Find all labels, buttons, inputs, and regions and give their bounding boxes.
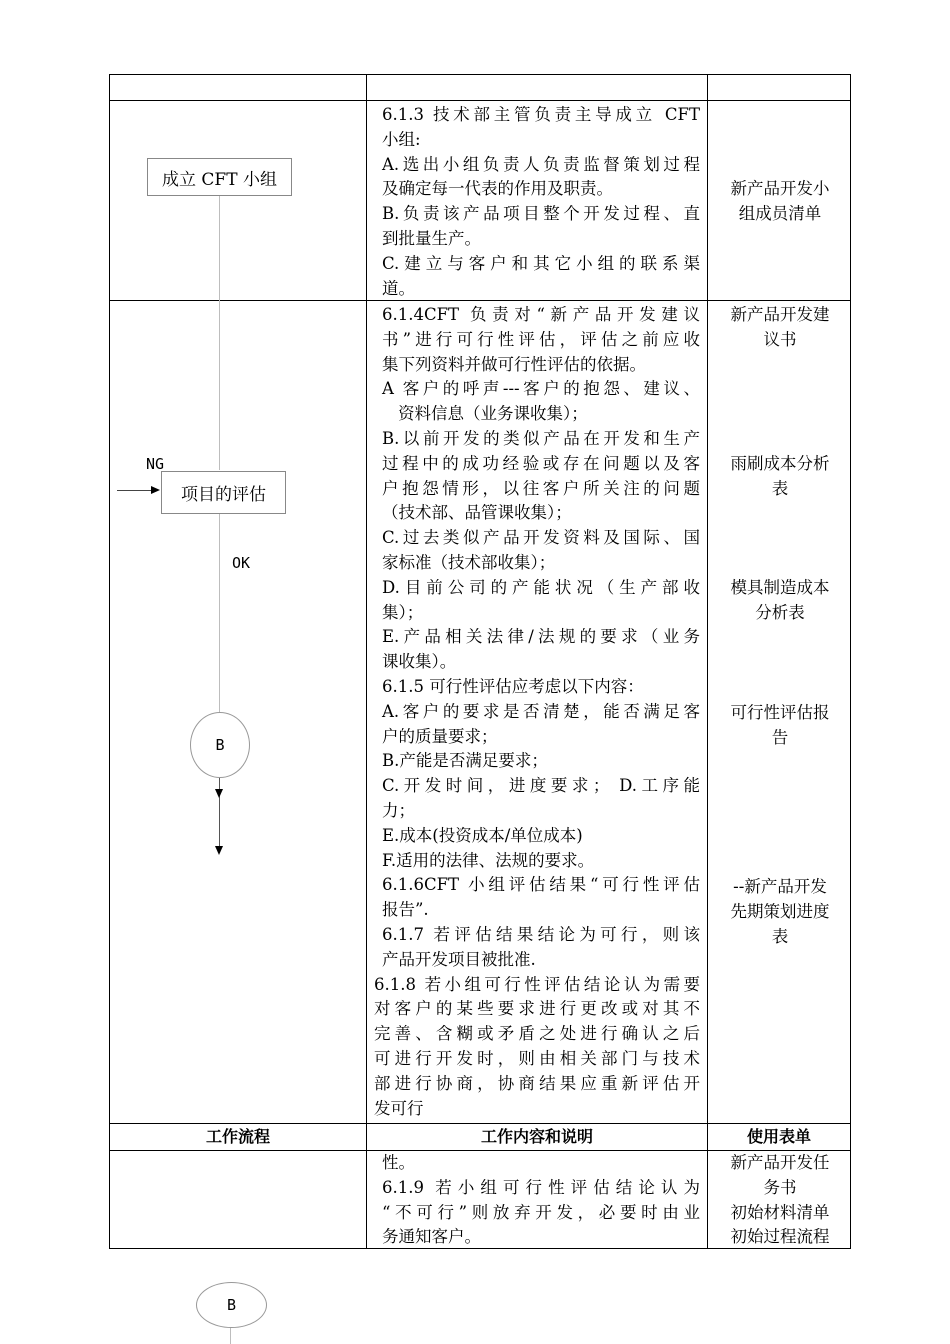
form-line: 模具制造成本 bbox=[730, 578, 830, 597]
form-line: 雨刷成本分析 bbox=[730, 454, 830, 473]
header-work-flow: 工作流程 bbox=[205, 1127, 270, 1146]
down-arrow-head bbox=[215, 789, 223, 798]
text-line: 6.1.3 技术部主管负责主导成立 CFT bbox=[382, 105, 700, 124]
text-line: 集下列资料并做可行性评估的依据。 bbox=[382, 354, 646, 374]
text-line: C.过去类似产品开发资料及国际、国 bbox=[382, 528, 700, 548]
text-line: 到批量生产。 bbox=[382, 228, 481, 248]
text-line: 集）； bbox=[382, 602, 424, 622]
text-line: 完善、含糊或矛盾之处进行确认之后 bbox=[374, 1024, 700, 1044]
flow-connector bbox=[230, 1326, 231, 1344]
text-line: “不可行”则放弃开发，必要时由业 bbox=[382, 1202, 700, 1222]
ng-arrow-line bbox=[117, 490, 153, 491]
flow-connector bbox=[219, 195, 220, 470]
text-line: 6.1.9 若小组可行性评估结论认为 bbox=[382, 1177, 700, 1197]
text-line: 户抱怨情形，以往客户所关注的问题 bbox=[382, 478, 700, 498]
row2-content bbox=[374, 303, 700, 1121]
text-line: B.负责该产品项目整个开发过程、直 bbox=[382, 204, 700, 224]
text-line: 可进行开发时，则由相关部门与技术 bbox=[374, 1048, 700, 1068]
text-line: A.客户的要求是否清楚，能否满足客 bbox=[382, 701, 700, 721]
connector-b-next-page: B bbox=[196, 1282, 267, 1328]
row1-content bbox=[382, 103, 700, 301]
form-line: --新产品开发 bbox=[733, 877, 827, 896]
text-line: 务通知客户。 bbox=[382, 1227, 481, 1247]
form-line: 议书 bbox=[763, 329, 797, 349]
text-line: B.以前开发的类似产品在开发和生产 bbox=[382, 428, 700, 448]
form-line: 先期策划进度 bbox=[730, 901, 830, 921]
flow-step-form-cft: 成立 CFT 小组 bbox=[147, 158, 292, 196]
row2-form-mold-cost bbox=[712, 576, 848, 626]
text-line: 家标准（技术部收集）； bbox=[382, 552, 556, 572]
form-line: 新产品开发小 bbox=[730, 179, 830, 198]
form-line: 分析表 bbox=[755, 602, 805, 622]
text-line: 资料信息（业务课收集）； bbox=[398, 404, 588, 424]
text-line: 过程中的成功经验或存在问题以及客 bbox=[382, 453, 700, 473]
form-line: 初始材料清单 bbox=[730, 1202, 830, 1222]
table-border-left bbox=[109, 74, 110, 1249]
text-line: 书”进行可行性评估，评估之前应收 bbox=[382, 329, 700, 349]
row1-form bbox=[712, 177, 848, 227]
table-border-top bbox=[109, 74, 851, 75]
row2-form-planning-schedule bbox=[712, 875, 848, 949]
text-line: 部进行协商，协商结果应重新评估开 bbox=[374, 1073, 700, 1093]
text-line: C.开发时间，进度要求； D.工序能 bbox=[382, 776, 700, 796]
flow-step-project-evaluation: 项目的评估 bbox=[161, 471, 286, 514]
form-line: 新产品开发任 bbox=[730, 1153, 830, 1172]
down-arrow-head bbox=[215, 846, 223, 855]
text-line: 力； bbox=[382, 800, 415, 820]
text-line: 6.1.5 可行性评估应考虑以下内容： bbox=[382, 676, 644, 696]
text-line: 6.1.8 若小组可行性评估结论认为需要 bbox=[374, 974, 700, 994]
form-line: 初始过程流程 bbox=[730, 1227, 830, 1247]
row2-form-proposal bbox=[712, 303, 848, 353]
text-line: 6.1.7 若评估结果结论为可行，则该 bbox=[382, 924, 700, 944]
connector-b: B bbox=[190, 712, 250, 778]
form-line: 新产品开发建 bbox=[730, 305, 830, 324]
column-divider bbox=[707, 74, 708, 1249]
form-line: 组成员清单 bbox=[738, 203, 822, 223]
table-border-right bbox=[850, 74, 851, 1249]
flow-label-ng: NG bbox=[146, 455, 165, 473]
text-line: 道。 bbox=[382, 278, 415, 298]
form-line: 表 bbox=[771, 478, 789, 498]
text-line: 发可行 bbox=[374, 1098, 424, 1118]
form-line: 表 bbox=[771, 926, 789, 946]
text-line: 对客户的某些要求进行更改或对其不 bbox=[374, 999, 700, 1019]
text-line: B.产能是否满足要求； bbox=[382, 751, 548, 771]
text-line: 6.1.4CFT 负责对“新产品开发建议 bbox=[382, 305, 700, 324]
row2-form-feasibility-report bbox=[712, 701, 848, 751]
text-line: （技术部、品管课收集）； bbox=[382, 503, 572, 523]
row3-form bbox=[712, 1151, 848, 1250]
text-line: A.选出小组负责人负责监督策划过程 bbox=[382, 154, 700, 174]
text-line: C.建立与客户和其它小组的联系渠 bbox=[382, 253, 700, 273]
text-line: D.目前公司的产能状况（生产部收 bbox=[382, 577, 700, 597]
text-line: 报告”. bbox=[382, 900, 429, 920]
form-line: 可行性评估报 bbox=[730, 703, 830, 722]
text-line: F.适用的法律、法规的要求。 bbox=[382, 850, 595, 870]
header-forms-used: 使用表单 bbox=[746, 1127, 811, 1146]
text-line: E.产品相关法律/法规的要求（业务 bbox=[382, 627, 700, 647]
row2-form-wiper-cost bbox=[712, 452, 848, 502]
text-line: A 客户的呼声---客户的抱怨、建议、 bbox=[382, 379, 700, 399]
flow-connector bbox=[219, 513, 220, 725]
text-line: 性。 bbox=[382, 1153, 415, 1172]
form-line: 务书 bbox=[763, 1177, 797, 1197]
row3-content bbox=[382, 1151, 700, 1250]
text-line: 小组: bbox=[382, 129, 421, 149]
row-divider bbox=[109, 100, 851, 101]
flow-connector bbox=[219, 777, 220, 847]
header-work-content: 工作内容和说明 bbox=[480, 1127, 593, 1146]
ng-arrow-head bbox=[151, 486, 160, 494]
text-line: 课收集）。 bbox=[382, 652, 457, 672]
text-line: E.成本(投资成本/单位成本) bbox=[382, 825, 583, 845]
form-line: 告 bbox=[771, 727, 789, 747]
flow-label-ok: OK bbox=[232, 554, 251, 572]
text-line: 产品开发项目被批准. bbox=[382, 949, 536, 969]
column-divider bbox=[366, 74, 367, 1249]
text-line: 户的质量要求； bbox=[382, 726, 498, 746]
text-line: 6.1.6CFT 小组评估结果“可行性评估 bbox=[382, 875, 700, 895]
text-line: 及确定每一代表的作用及职责。 bbox=[382, 179, 613, 199]
